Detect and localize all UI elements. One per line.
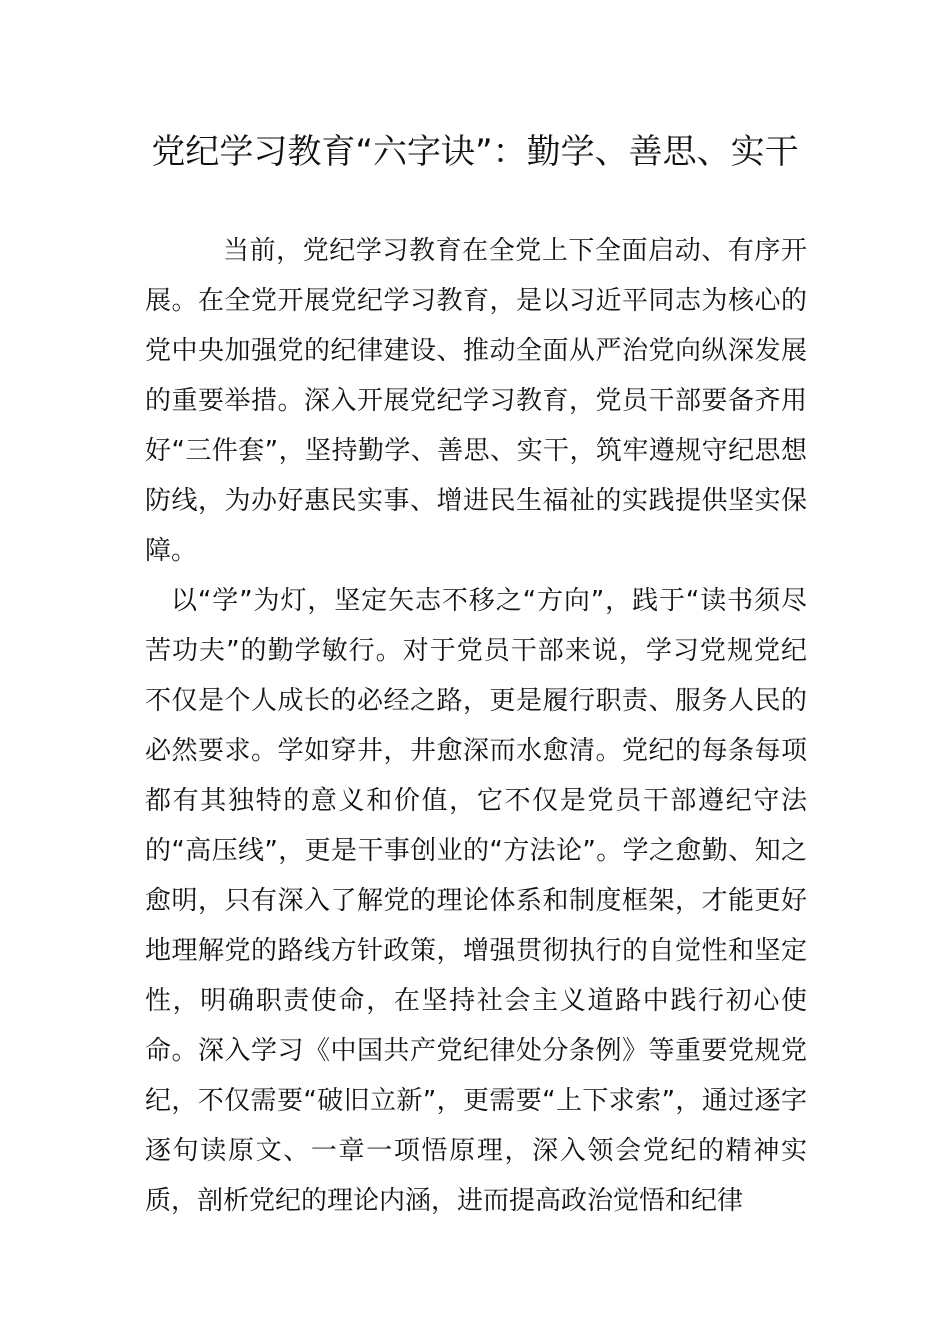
document-title: 党纪学习教育“六字诀”：勤学、善思、实干 <box>151 132 799 172</box>
paragraph-study: 以“学”为灯，坚定矢志不移之“方向”，践于“读书须尽苦功夫”的勤学敏行。对于党员干部来说，学习党规党纪不仅是个人成长的必经之路，更是履行职责、服务人民的必然要求。学如穿井，井愈深而水愈清。党纪的每条每项都有其独特的意义和价值，它不仅是党员干部遵纪守法的“高压线”，更是干事创业的“方法论”。学之愈勤、知之愈明，只有深入了解党的理论体系和制度框架，才能更好地理解党的路线方针政策，增强贯彻执行的自觉性和坚定性，明确职责使命，在坚持社会主义道路中践行初心使命。深入学习《中国共产党纪律处分条例》等重要党规党纪，不仅需要“破旧立新”，更需要“上下求索”，通过逐字逐句读原文、一章一项悟原理，深入领会党纪的精神实质，剖析党纪的理论内涵，进而提高政治觉悟和纪律 <box>145 586 807 1216</box>
document-body <box>145 226 807 1226</box>
paragraph-intro: 当前，党纪学习教育在全党上下全面启动、有序开展。在全党开展党纪学习教育，是以习近平同志为核心的党中央加强党的纪律建设、推动全面从严治党向纵深发展的重要举措。深入开展党纪学习教育，党员干部要备齐用好“三件套”，坚持勤学、善思、实干，筑牢遵规守纪思想防线，为办好惠民实事、增进民生福祉的实践提供坚实保障。 <box>145 236 807 566</box>
